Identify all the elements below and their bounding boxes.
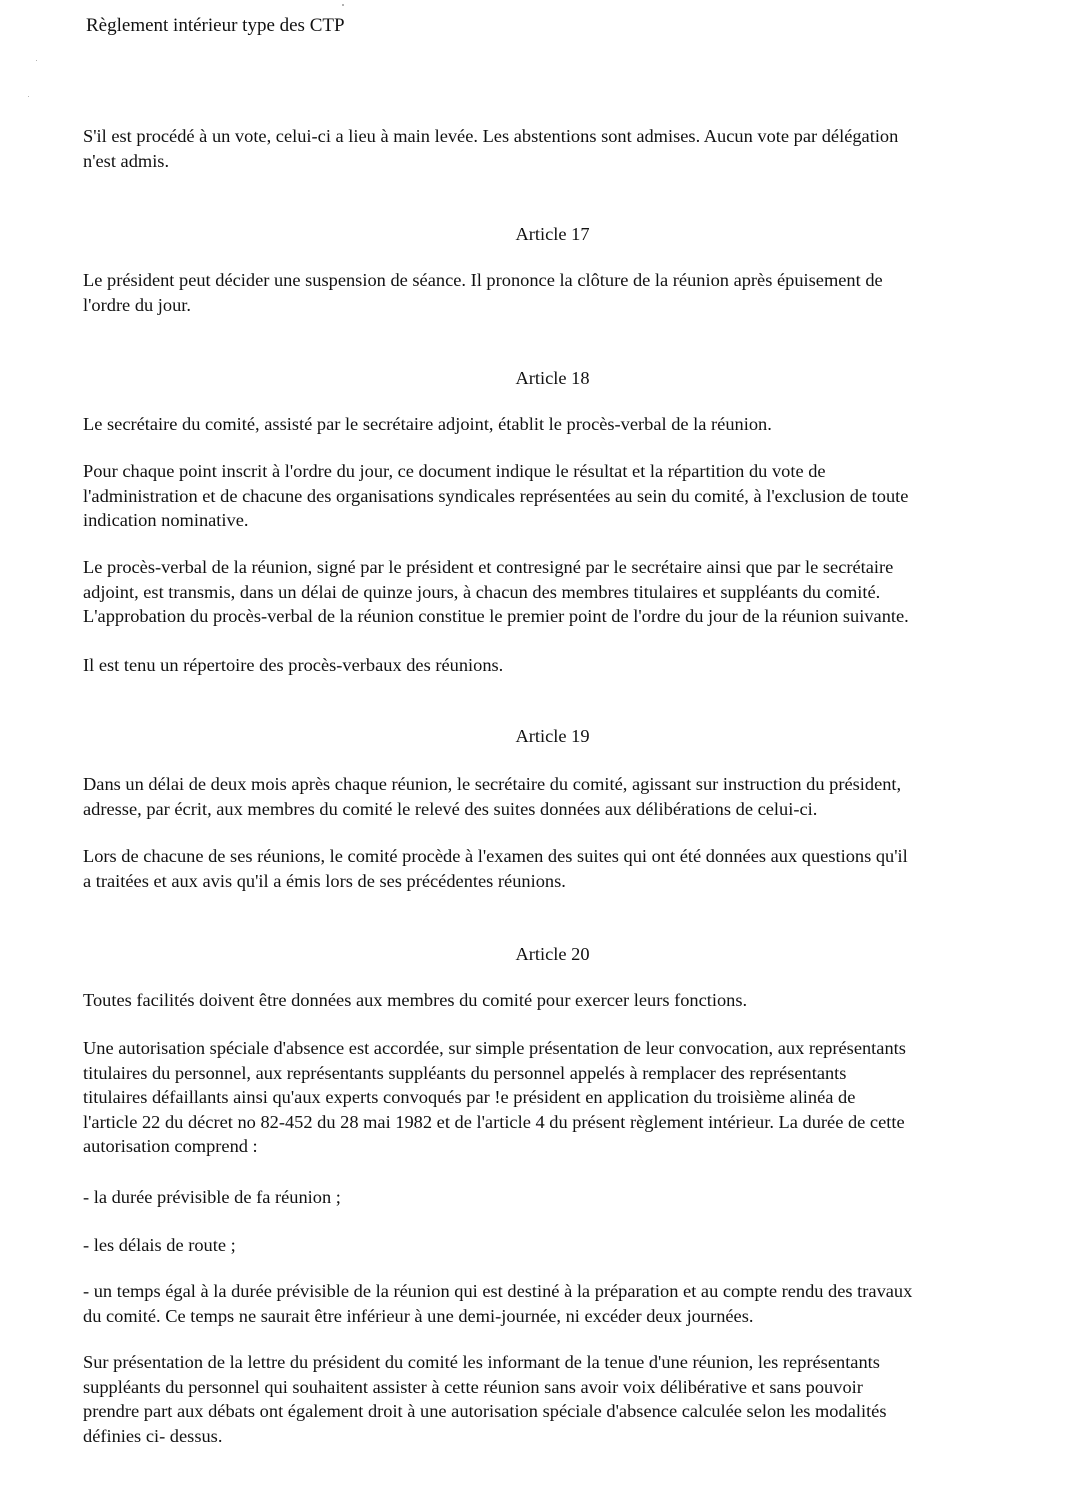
text-line: prendre part aux débats ont également droit à une autorisation spéciale d'absence calculée selon les modalités [83, 1401, 887, 1421]
text-line: Le secrétaire du comité, assisté par le secrétaire adjoint, établit le procès-verbal de la réunion. [83, 414, 772, 434]
text-line: - un temps égal à la durée prévisible de la réunion qui est destiné à la préparation et au compte rendu des travaux [83, 1281, 913, 1301]
article-18-paragraph-1 [83, 412, 772, 437]
text-line: Dans un délai de deux mois après chaque réunion, le secrétaire du comité, agissant sur instruction du président, [83, 774, 902, 794]
text-line: Lors de chacune de ses réunions, le comité procède à l'examen des suites qui ont été données aux questions qu'il [83, 846, 908, 866]
text-line: Il est tenu un répertoire des procès-verbaux des réunions. [83, 655, 504, 675]
scan-speck [36, 60, 37, 61]
text-line: Sur présentation de la lettre du président du comité les informant de la tenue d'une réunion, les représentants [83, 1352, 880, 1372]
text-line: indication nominative. [83, 510, 249, 530]
text-line: Le procès-verbal de la réunion, signé par le président et contresigné par le secrétaire ainsi que par le secrétaire [83, 557, 894, 577]
intro-paragraph [83, 124, 898, 173]
article-17-heading: Article 17 [515, 224, 590, 244]
scan-speck [342, 4, 344, 6]
text-line: - la durée prévisible de fa réunion ; [83, 1187, 341, 1207]
article-20-list-item-3 [83, 1279, 912, 1328]
article-19-heading: Article 19 [515, 726, 590, 746]
text-line: l'administration et de chacune des organisations syndicales représentées au sein du comité, à l'exclusion de toute [83, 485, 909, 506]
scan-speck [28, 96, 29, 97]
article-17-paragraph [83, 268, 883, 317]
text-line: l'ordre du jour. [83, 294, 192, 315]
text-line: a traitées et aux avis qu'il a émis lors de ses précédentes réunions. [83, 870, 566, 891]
text-line: adjoint, est transmis, dans un délai de quinze jours, à chacun des membres titulaires et suppléants du comité. [83, 581, 881, 602]
article-18-paragraph-4 [83, 653, 503, 678]
text-line: du comité. Ce temps ne saurait être inférieur à une demi-journée, ni excéder deux journées. [83, 1305, 754, 1326]
text-line: adresse, par écrit, aux membres du comité le relevé des suites données aux délibérations de celui-ci. [83, 798, 818, 819]
text-line: n'est admis. [83, 150, 170, 171]
text-line: titulaires défaillants ainsi qu'aux experts convoqués par !e président en application du troisième alinéa de [83, 1087, 856, 1107]
text-line: Une autorisation spéciale d'absence est accordée, sur simple présentation de leur convocation, aux représentants [83, 1038, 906, 1058]
text-line: suppléants du personnel qui souhaitent assister à cette réunion sans avoir voix délibérative et sans pouvoir [83, 1376, 863, 1397]
text-line: autorisation comprend : [83, 1136, 258, 1156]
text-line: définies ci- dessus. [83, 1425, 223, 1446]
document-header: Règlement intérieur type des CTP [86, 15, 345, 36]
text-line: Le président peut décider une suspension de séance. Il prononce la clôture de la réunion après épuisement de [83, 270, 883, 290]
article-20-paragraph-3 [83, 1350, 887, 1448]
text-line: Pour chaque point inscrit à l'ordre du jour, ce document indique le résultat et la répartition du vote de [83, 461, 826, 481]
article-20-paragraph-2 [83, 1036, 906, 1159]
text-line: titulaires du personnel, aux représentants suppléants du personnel appelés à remplacer des représentants [83, 1062, 847, 1083]
article-18-paragraph-2 [83, 459, 908, 533]
article-20-paragraph-1 [83, 988, 747, 1013]
article-20-list-item-2 [83, 1233, 236, 1258]
text-line: l'article 22 du décret no 82-452 du 28 mai 1982 et de l'article 4 du présent règlement intérieur. La durée de cette [83, 1111, 905, 1132]
article-18-heading: Article 18 [515, 368, 590, 388]
article-20-list-item-1 [83, 1185, 341, 1210]
article-18-paragraph-3 [83, 555, 909, 629]
text-line: L'approbation du procès-verbal de la réunion constitue le premier point de l'ordre du jour de la réunion suivante. [83, 606, 909, 626]
article-19-paragraph-1 [83, 772, 901, 821]
text-line: - les délais de route ; [83, 1235, 236, 1255]
text-line: S'il est procédé à un vote, celui-ci a lieu à main levée. Les abstentions sont admises. Aucun vote par délégation [83, 126, 899, 146]
article-19-paragraph-2 [83, 844, 908, 893]
article-20-heading: Article 20 [515, 944, 590, 964]
text-line: Toutes facilités doivent être données aux membres du comité pour exercer leurs fonctions. [83, 990, 748, 1010]
